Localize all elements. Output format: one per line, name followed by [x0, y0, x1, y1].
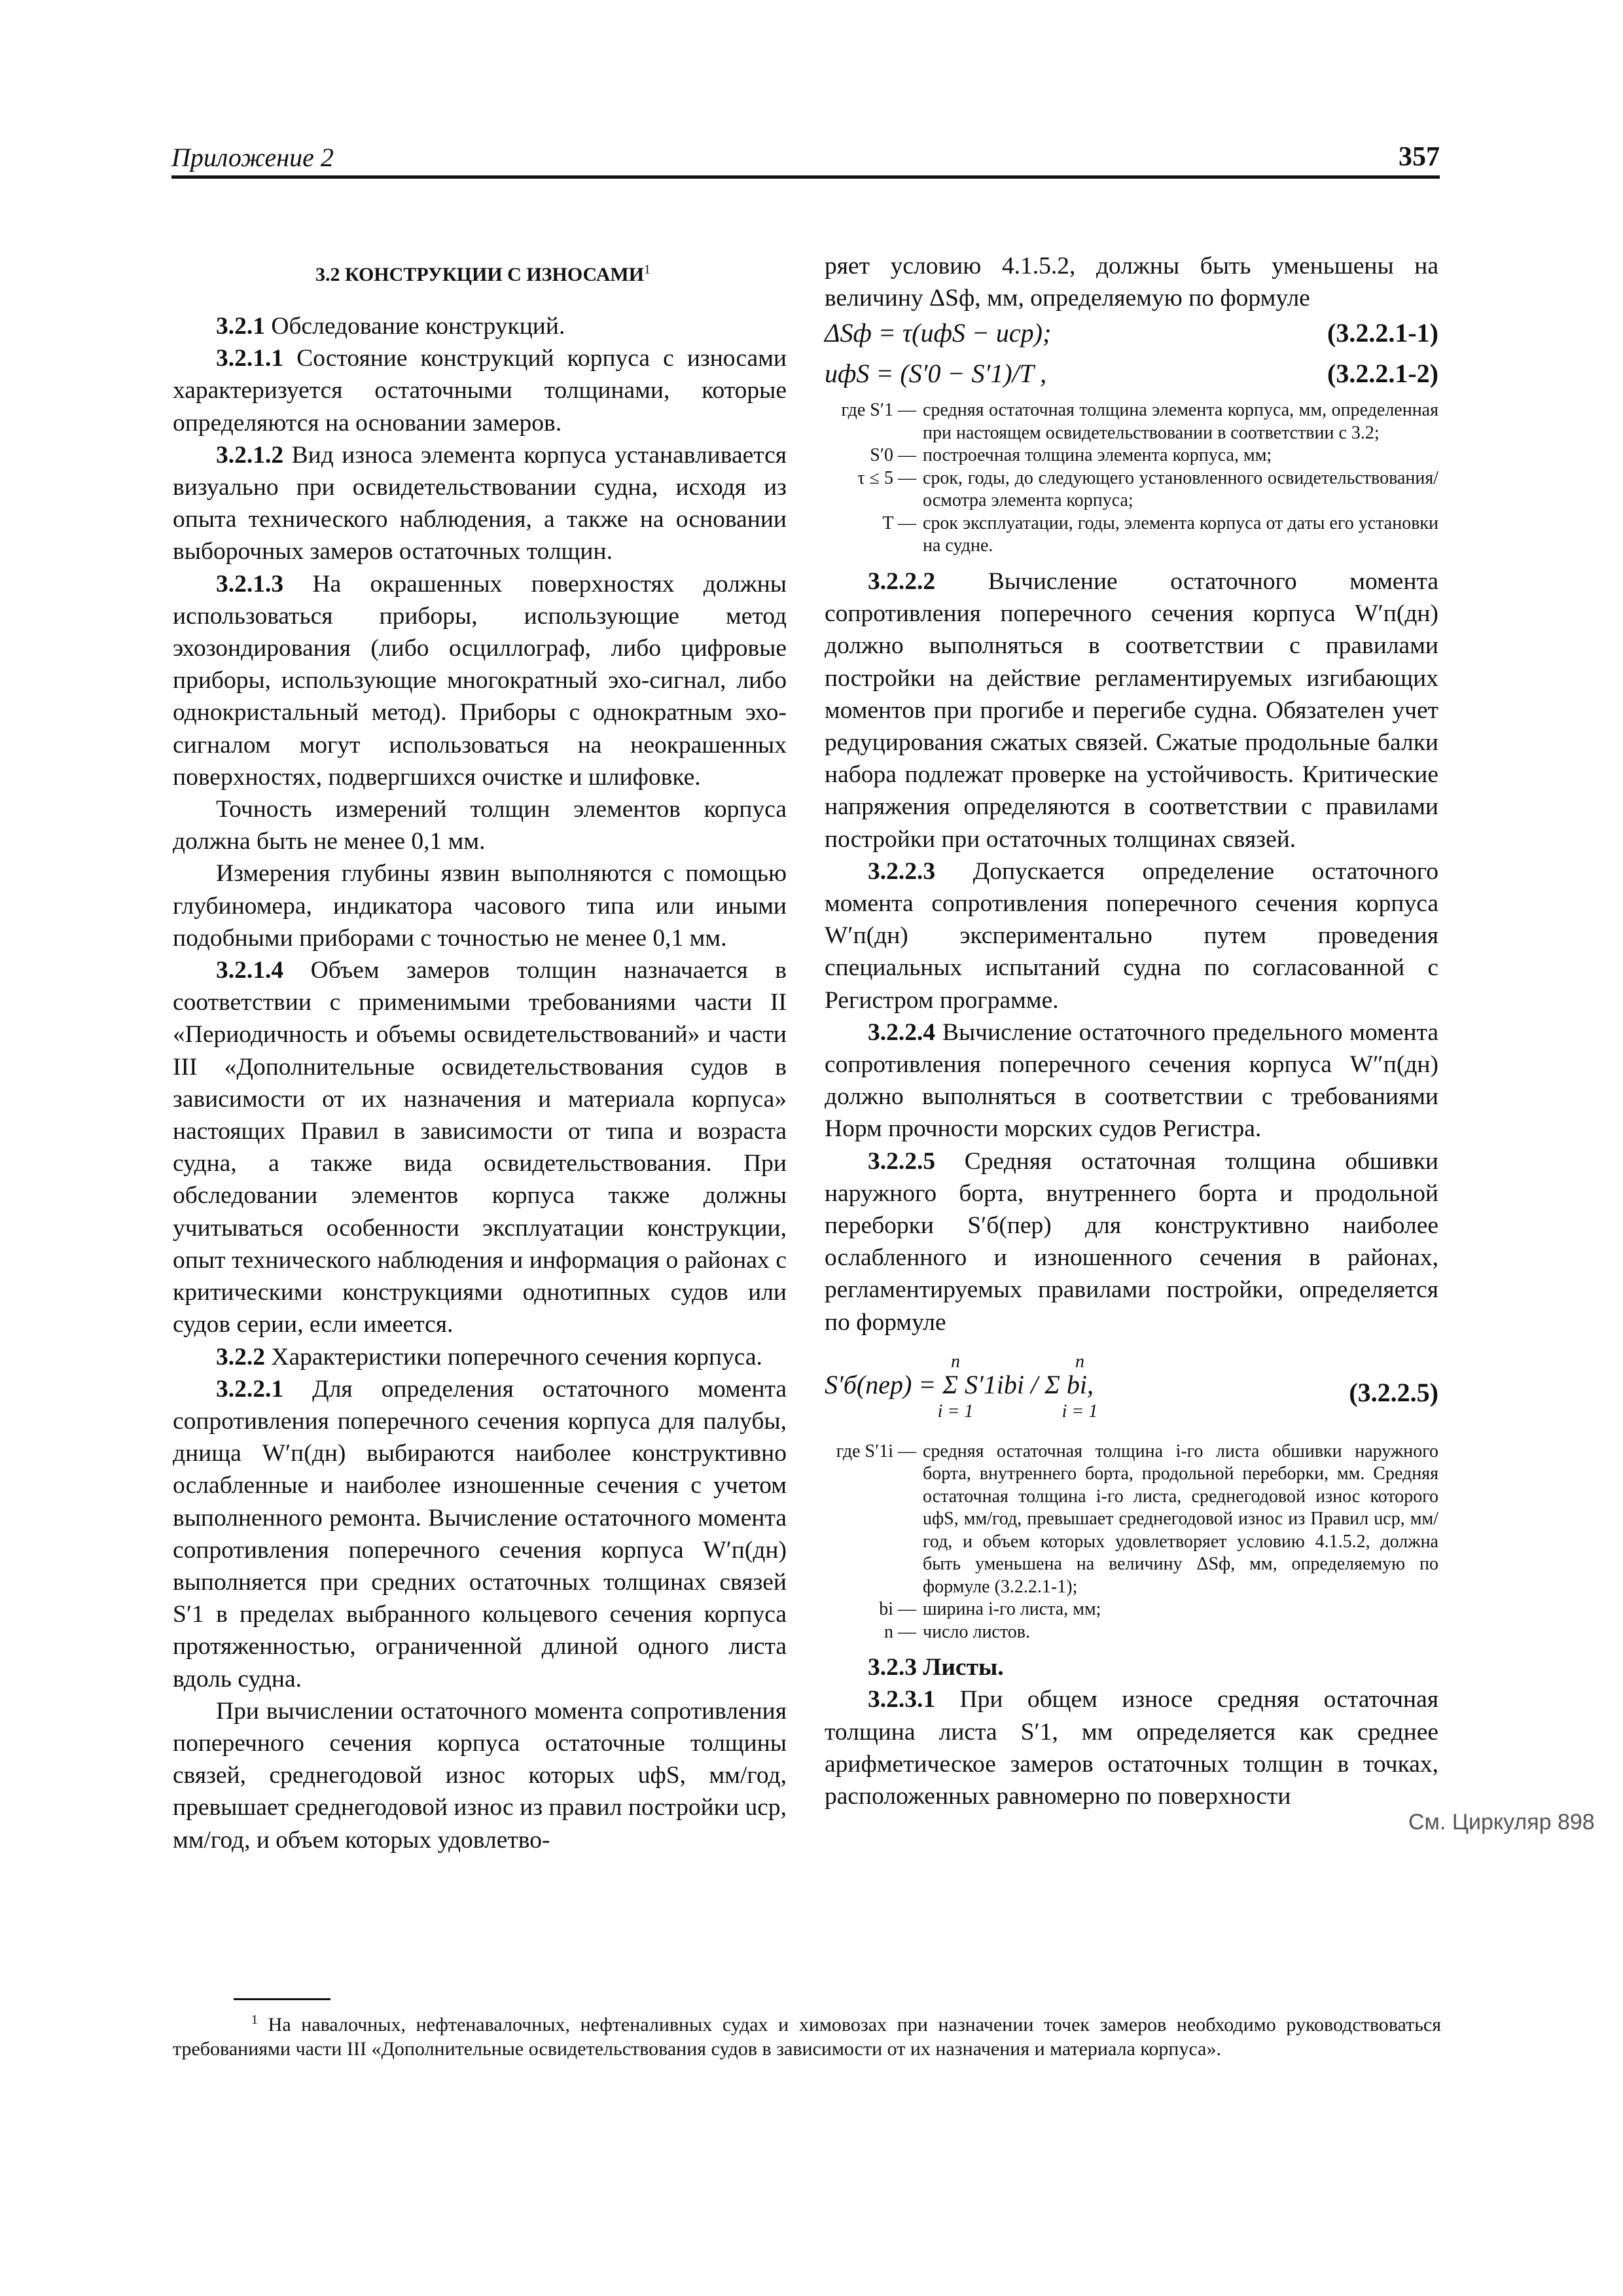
paragraph-3-2-1-1 [173, 342, 787, 439]
paragraph-3-2-1 [173, 310, 787, 342]
section-number: 3.2.1.3 [216, 570, 284, 598]
header-rule [171, 175, 1440, 179]
section-number: 3.2.2.4 [868, 1018, 936, 1046]
section-number: 3.2.2.2 [868, 567, 936, 595]
sum-upper: n [951, 1351, 960, 1372]
section-number: 3.2.2.5 [868, 1147, 936, 1175]
paragraph-text: Обследование конструкций. [271, 313, 565, 340]
formula-3-2-2-1-1 [825, 314, 1438, 355]
formula-expression [825, 1369, 1094, 1401]
paragraph-3-2-2 [173, 1341, 787, 1373]
section-heading: Листы. [923, 1654, 1004, 1681]
paragraph-continuation: ряет условию 4.1.5.2, должны быть уменьшены на величину ΔSф, мм, определяемую по формуле [825, 253, 1438, 312]
formula-expression: ΔSф = τ(uфS − uср); [825, 318, 1052, 348]
circular-link[interactable]: См. Циркуляр 898 [1408, 1810, 1595, 1835]
sum-lower: i = 1 [937, 1401, 974, 1422]
formula-number: (3.2.2.1-2) [1327, 359, 1438, 389]
paragraph-text: Вычисление остаточного момента сопротивления поперечного сечения корпуса W′п(дн) должно выполняться в соответствии с правилами постройки на действие регламентируемых изгибающих моментов при прогибе и перегибе судна. Обязателен учет редуцирования сжатых связей. Сжатые продольные балки набора подлежат проверке на устойчивость. Критические напряжения определяются в соответствии с правилами постройки при остаточных толщинах связей. [825, 567, 1439, 853]
section-number: 3.2.2 [216, 1343, 265, 1371]
definition-item [825, 1441, 1438, 1599]
definition-item [825, 512, 1438, 558]
section-number: 3.2.3 [868, 1654, 917, 1681]
definition-text: число листов. [923, 1621, 1030, 1642]
page-number: 357 [1399, 142, 1440, 172]
definition-label: где S′1 — [841, 400, 916, 421]
definitions-list-2 [825, 1441, 1438, 1644]
paragraph-3-2-1-3 [173, 568, 787, 793]
formula-3-2-2-5 [825, 1352, 1438, 1437]
chapter-title-text: 3.2 КОНСТРУКЦИИ С ИЗНОСАМИ [315, 264, 645, 285]
paragraph-text: Характеристики поперечного сечения корпуса. [271, 1343, 762, 1371]
paragraph-calc: При вычислении остаточного момента сопротивления поперечного сечения корпуса остаточные толщины связей, среднегодовой износ которых uфS, мм/год, превышает среднегодовой износ из правил постройки uср, мм/год, и объем которых удовлетво- [173, 1697, 787, 1854]
chapter-title [173, 250, 787, 295]
paragraph-3-2-3 [825, 1651, 1438, 1683]
left-column [173, 250, 787, 1856]
definition-label: S′0 — [870, 445, 916, 466]
section-number: 3.2.2.3 [868, 857, 936, 885]
definition-item [825, 1598, 1438, 1621]
paragraph-3-2-2-3 [825, 855, 1438, 1016]
definition-label: T — [882, 512, 916, 533]
paragraph-3-2-1-4 [173, 954, 787, 1340]
section-number: 3.2.1.2 [216, 441, 284, 469]
page-header [171, 137, 1440, 177]
sum-upper: n [1075, 1351, 1084, 1372]
section-title: Приложение 2 [171, 143, 334, 172]
footnote-mark: 1 [251, 2013, 258, 2027]
footnote [173, 2008, 1441, 2061]
definition-label: n — [884, 1621, 916, 1642]
paragraph-text: При общем износе средняя остаточная толщина листа S′1, мм определяется как среднее арифметическое замеров остаточных толщин в точках, расположенных равномерно по поверхности [825, 1686, 1438, 1810]
definition-item [825, 467, 1438, 512]
definition-text: построечная толщина элемента корпуса, мм; [923, 445, 1272, 466]
definition-text: ширина i-го листа, мм; [923, 1599, 1101, 1620]
definition-text: срок эксплуатации, годы, элемента корпуса от даты его установки на судне. [923, 512, 1438, 556]
paragraph-text: Допускается определение остаточного момента сопротивления поперечного сечения корпуса W′п(дн) экспериментально путем проведения специальных испытаний судна по согласованной с Регистром программе. [825, 857, 1439, 1014]
paragraph-text: Состояние конструкций корпуса с износами характеризуется остаточными толщинами, которые определяются на основании замеров. [173, 345, 787, 437]
section-number: 3.2.3.1 [868, 1686, 936, 1713]
footnote-text: На навалочных, нефтенавалочных, нефтеналивных судах и химовозах при назначении точек замеров необходимо руководствоваться требованиями части III «Дополнительные освидетельствования судов в зависимости от их назначения и материала корпуса». [173, 2014, 1441, 2060]
definition-text: средняя остаточная толщина i-го листа обшивки наружного борта, внутреннего борта, продольной переборки, мм. Средняя остаточная толщина i-го листа, среднегодовой износ которого uфS, мм/год, превышает среднегодовой износ из Правил uср, мм/год, и объем которых удовлетворяет условию 4.1.5.2, должна быть уменьшена на величину ΔSф, мм, определяемую по формуле (3.2.2.1-1); [923, 1441, 1438, 1597]
definition-label: bi — [879, 1599, 916, 1620]
definitions-list-1 [825, 399, 1438, 558]
paragraph-pits: Измерения глубины язвин выполняются с помощью глубиномера, индикатора часового типа или иными подобными приборами с точностью не менее 0,1 мм. [173, 860, 787, 952]
paragraph-text: Объем замеров толщин назначается в соответствии с применимыми требованиями части II «Периодичность и объемы освидетельствований» и части III «Дополнительные освидетельствования судов в зависимости от их назначения и материала корпуса» настоящих Правил в зависимости от типа и возраста судна, а также вида освидетельствования. При обследовании элементов корпуса также должны учитываться особенности эксплуатации конструкции, опыт технического наблюдения и информация о районах с критическими конструкциями однотипных судов или судов серии, если имеется. [173, 957, 787, 1338]
paragraph-accuracy: Точность измерений толщин элементов корпуса должна быть не менее 0,1 мм. [173, 796, 787, 855]
formula-3-2-2-1-2 [825, 355, 1438, 395]
section-number: 3.2.1 [216, 313, 265, 340]
formula-number: (3.2.2.1-1) [1327, 318, 1438, 348]
paragraph-3-2-2-1 [173, 1373, 787, 1695]
definition-text: средняя остаточная толщина элемента корпуса, мм, определенная при настоящем освидетельствовании в соответствии с 3.2; [923, 400, 1438, 443]
formula-rhs: Σ S′1ibi / Σ bi, [942, 1369, 1094, 1399]
paragraph-text: Вычисление остаточного предельного момента сопротивления поперечного сечения корпуса W″п(дн) должно выполняться в соответствии с требованиями Норм прочности морских судов Регистра. [825, 1018, 1439, 1143]
right-column [825, 250, 1438, 1812]
definition-label: где S′1i — [836, 1441, 916, 1462]
paragraph-text: Для определения остаточного момента сопротивления поперечного сечения корпуса для палубы, днища W′п(дн) выбираются наиболее конструктивно ослабленные и наиболее изношенные сечения с учетом выполненного ремонта. Вычисление остаточного момента сопротивления поперечного сечения корпуса W′п(дн) выполняется при средних остаточных толщинах связей S′1 в пределах выбранного кольцевого сечения корпуса протяженностью, ограниченной длиной одного листа вдоль судна. [173, 1375, 787, 1693]
definition-item [825, 399, 1438, 444]
section-number: 3.2.2.1 [216, 1375, 284, 1403]
definition-item [825, 1621, 1438, 1644]
section-number: 3.2.1.4 [216, 957, 284, 984]
paragraph-text: На окрашенных поверхностях должны использоваться приборы, использующие метод эхозондирования (либо осциллограф, либо цифровые приборы, использующие многократный эхо-сигнал, либо однокристальный метод). Приборы с однократным эхо-сигналом могут использоваться на неокрашенных поверхностях, подвергшихся очистке и шлифовке. [173, 570, 787, 791]
paragraph-text: Вид износа элемента корпуса устанавливается визуально при освидетельствовании судна, исходя из опыта технического наблюдения, а также на основании выборочных замеров остаточных толщин. [173, 441, 787, 565]
definition-item [825, 444, 1438, 467]
definition-label: τ ≤ 5 — [857, 467, 916, 488]
formula-number: (3.2.2.5) [1349, 1377, 1438, 1407]
paragraph-3-2-3-1 [825, 1683, 1438, 1812]
paragraph-3-2-1-2 [173, 439, 787, 568]
paragraph-3-2-2-5 [825, 1145, 1438, 1338]
footnote-rule [234, 1998, 330, 2000]
paragraph-3-2-2-2 [825, 565, 1438, 855]
formula-lhs: S′б(пер) = [825, 1369, 936, 1399]
footnote-ref: 1 [644, 262, 651, 277]
paragraph-3-2-2-4 [825, 1016, 1438, 1145]
definition-text: срок, годы, до следующего установленного освидетельствования/осмотра элемента корпуса; [923, 467, 1438, 511]
paragraph-text: Средняя остаточная толщина обшивки наружного борта, внутреннего борта и продольной переборки S′б(пер) для конструктивно наиболее ослабленного и изношенного сечения в районах, регламентируемых правилами постройки, определяется по формуле [825, 1147, 1438, 1336]
formula-expression: uфS = (S′0 − S′1)/T , [825, 359, 1047, 389]
section-number: 3.2.1.1 [216, 345, 284, 372]
sum-lower: i = 1 [1061, 1401, 1098, 1422]
